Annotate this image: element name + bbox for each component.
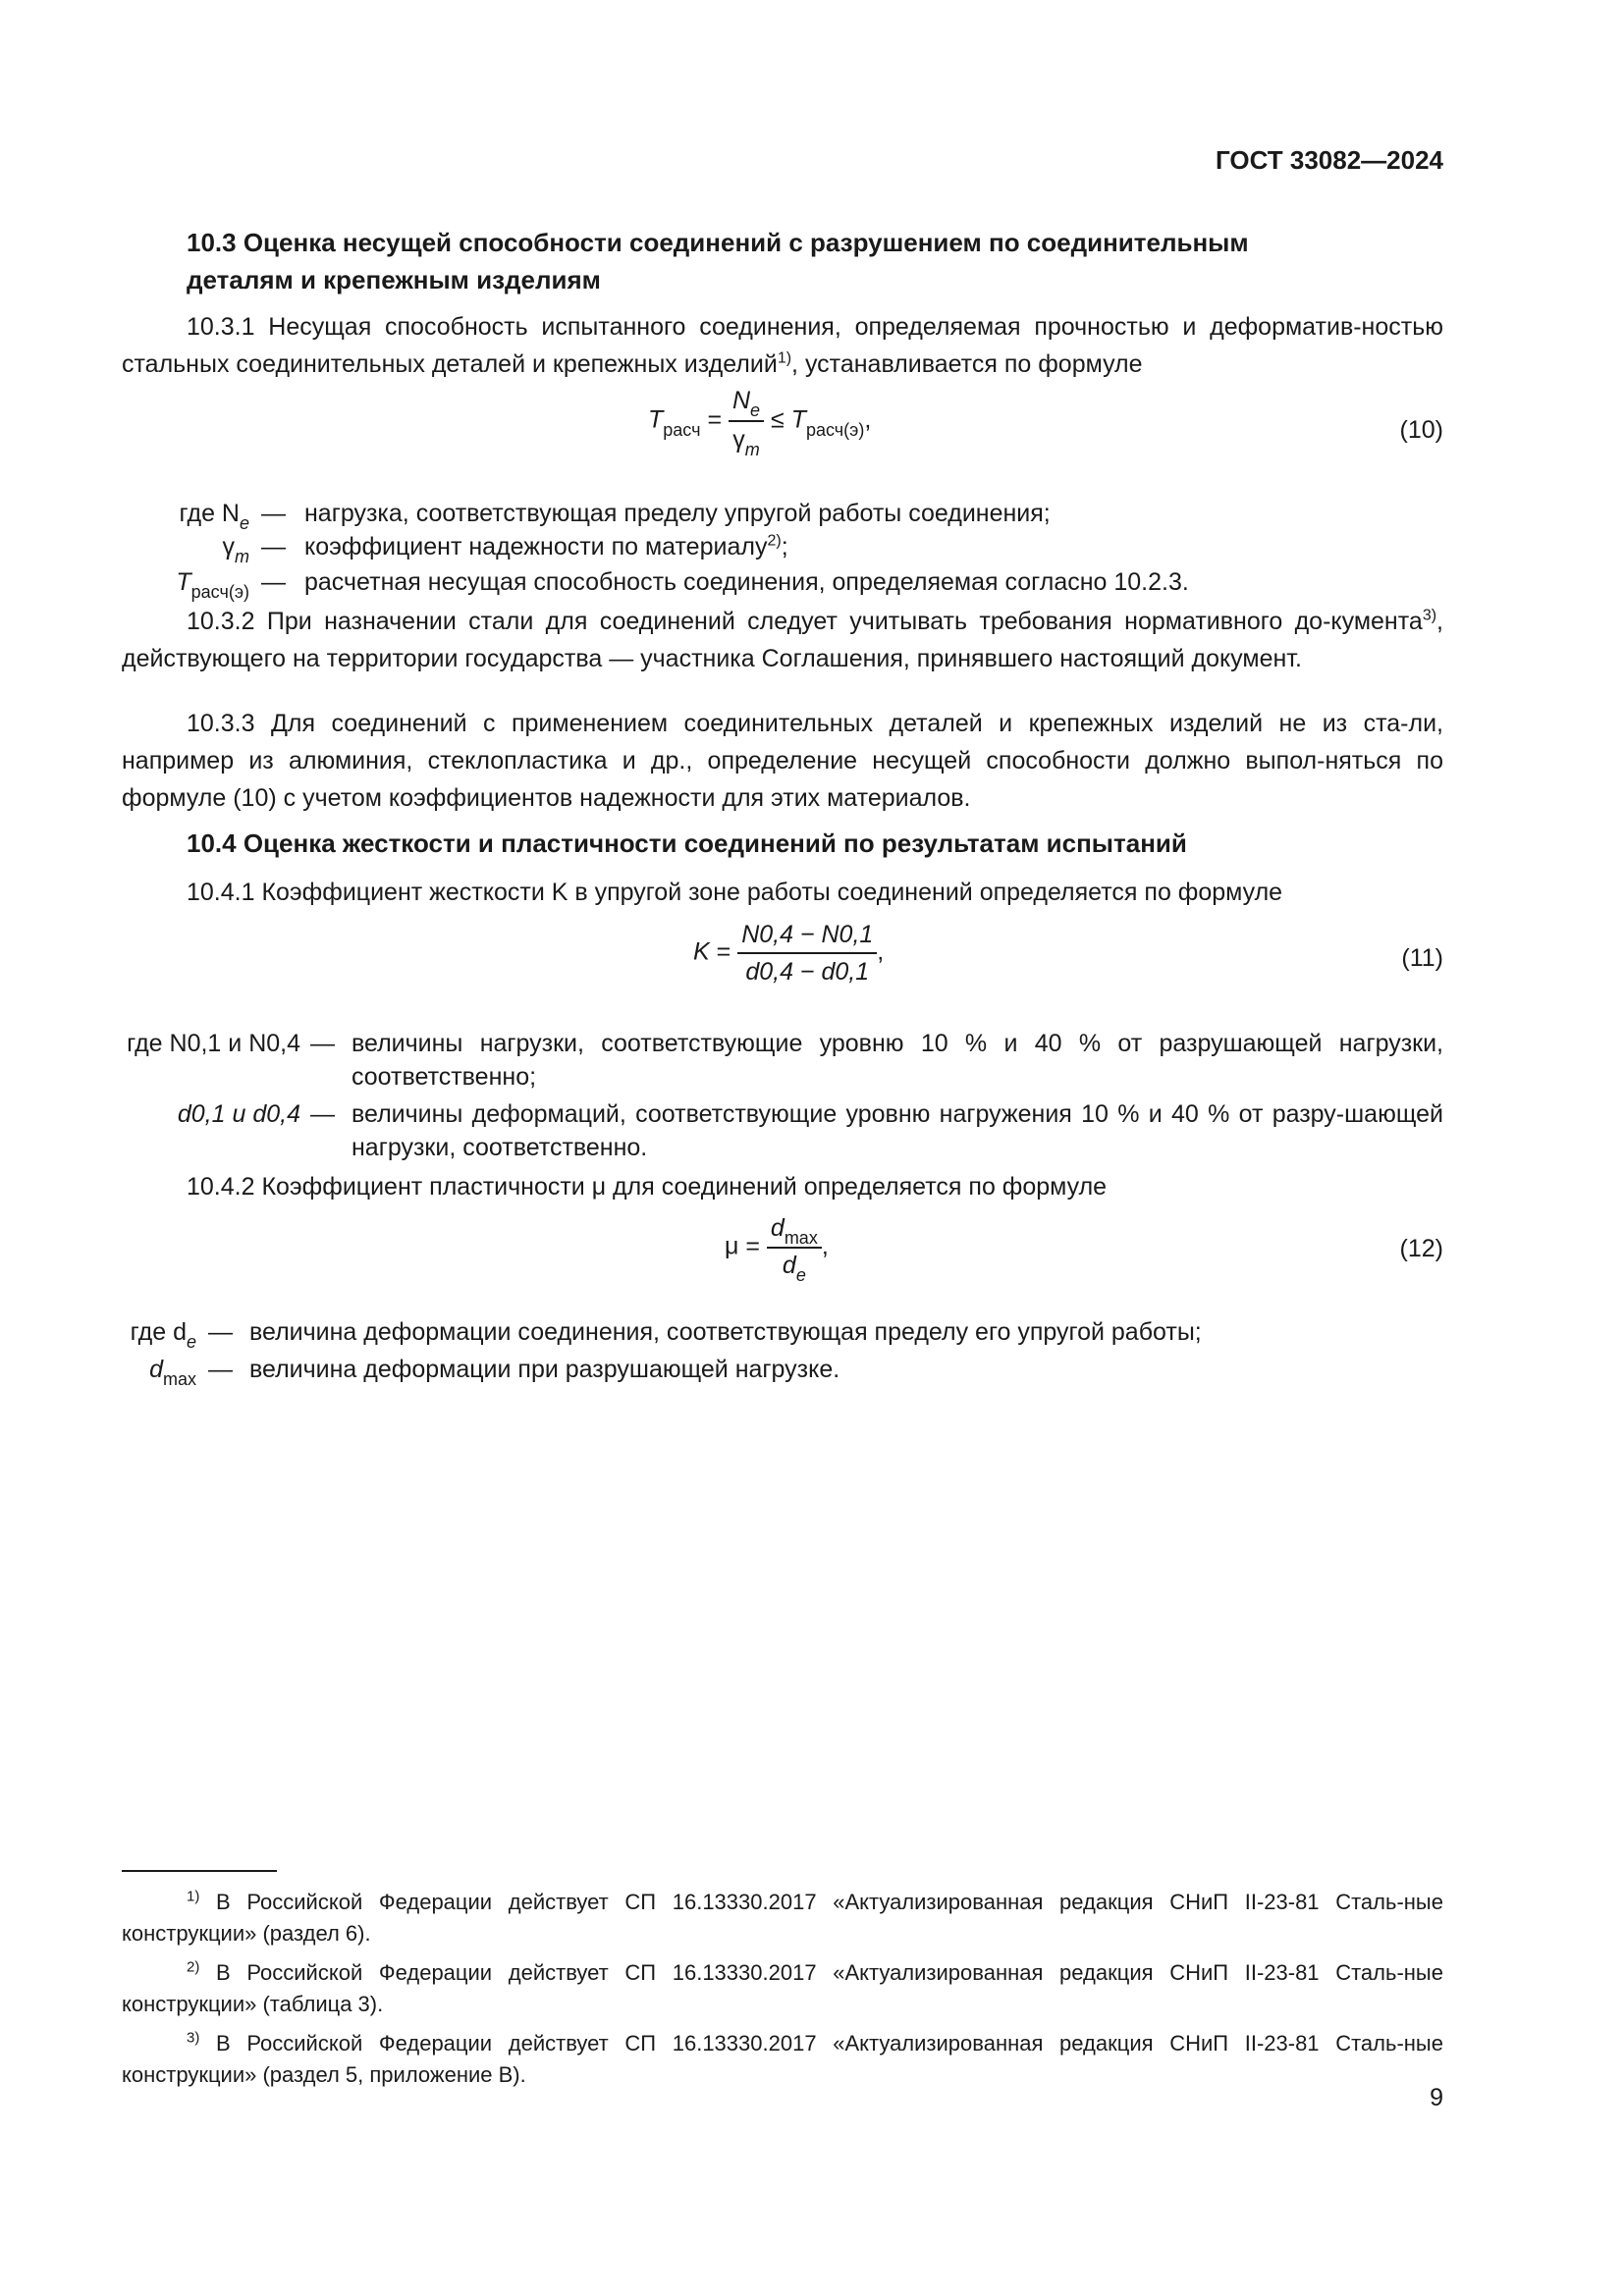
definition-text: величина деформации соединения, соответствующая пределу его упругой работы; — [249, 1318, 1202, 1346]
footnote-3: $^{3)}$ В Российской Федерации действует СП 16.13330.2017 «Актуализированная редакция СНиП II-23-81 Сталь-ные конструкции» (раздел 5, приложение В). — [122, 2029, 1443, 2087]
definition-term: $\gamma_m$ — [222, 533, 249, 566]
formula-10: $T_{расч}$ = $\frac{N_e}{\gamma_m}$ ≤ $T_{расч(э)}$, — [648, 387, 872, 459]
paragraph-text: 10.3.1 Несущая способность испытанного соединения, определяемая прочностью и деформатив-ностью стальных соединительных деталей и крепежных изделий — [122, 313, 1443, 378]
formula-fraction — [737, 919, 877, 988]
formula-fraction — [729, 385, 764, 457]
formula-symbol: T — [790, 405, 806, 434]
footnote-ref: 1) — [777, 349, 792, 367]
footnote-2: $^{2)}$ В Российской Федерации действует СП 16.13330.2017 «Актуализированная редакция СНиП II-23-81 Сталь-ные конструкции» (таблица 3). — [122, 1958, 1443, 2016]
definition-term: где $d_e$ — [130, 1318, 196, 1352]
formula-subscript: m — [744, 440, 760, 459]
formula-number: (11) — [1401, 944, 1443, 972]
formula-number: (10) — [1399, 416, 1443, 444]
definition-text: коэффициент надежности по материалу$^{2)}$; — [304, 532, 788, 561]
footnote-separator — [122, 1870, 277, 1872]
formula-symbol: N — [731, 387, 751, 414]
formula-symbol: γ — [732, 426, 745, 454]
footnote-1: $^{1)}$ В Российской Федерации действует СП 16.13330.2017 «Актуализированная редакция СНиП II-23-81 Сталь-ные конструкции» (раздел 6). — [122, 1888, 1443, 1946]
definition-term: где $N_e$ — [179, 500, 249, 533]
formula-11: K = $\frac{N0,4 - N0,1}{d0,4 - d0,1}$ , — [693, 921, 885, 986]
formula-12: μ = $\frac{d_{max}}{d_e}$ , — [725, 1214, 829, 1285]
page-number: 9 — [1430, 2084, 1443, 2111]
formula-subscript: расч(э) — [805, 419, 865, 440]
formula-denominator: d0,4 − d0,1 — [745, 958, 870, 986]
definition-term: $d_{max}$ — [149, 1356, 196, 1389]
formula-numerator: N0,4 − N0,1 — [737, 919, 877, 954]
paragraph-10-4-2: 10.4.2 Коэффициент пластичности μ для соединений определяется по формуле — [187, 1173, 1108, 1201]
paragraph-10-3-3: 10.3.3 Для соединений с применением соединительных деталей и крепежных изделий не из ста-ли, например из алюминия, стеклопластика и др., определение несущей способности должно выпол-няться по формуле (10) с учетом коэффициентов надежности для этих материалов. — [122, 710, 1443, 812]
definition-term: d0,1 и d0,4 — [177, 1100, 300, 1128]
definition-text: величина деформации при разрушающей нагрузке. — [249, 1356, 840, 1383]
definition-text: нагрузка, соответствующая пределу упругой работы соединения; — [304, 500, 1051, 527]
definition-text: расчетная несущая способность соединения, определяемая согласно 10.2.3. — [304, 568, 1189, 596]
paragraph-10-4-1: 10.4.1 Коэффициент жесткости K в упругой зоне работы соединений определяется по формуле — [187, 879, 1283, 906]
paragraph-10-3-1 — [122, 308, 1443, 383]
formula-symbol: T — [648, 405, 664, 434]
paragraph-text: , устанавливается по формуле — [791, 350, 1143, 378]
formula-operator: ≤ — [771, 405, 785, 434]
section-10-3-title — [187, 224, 1443, 298]
section-title-line-2: деталям и крепежным изделиям — [187, 265, 601, 294]
definition-term: где N0,1 и N0,4 — [127, 1030, 300, 1057]
formula-subscript: e — [750, 400, 761, 420]
formula-number: (12) — [1399, 1235, 1443, 1262]
section-10-4-title: 10.4 Оценка жесткости и пластичности соединений по результатам испытаний — [187, 828, 1187, 858]
paragraph-10-3-2: 10.3.2 При назначении стали для соединений следует учитывать требования нормативного до-кумента$^{3)}$, действующего на территории государства — участника Соглашения, принявшего настоящий документ. — [122, 607, 1443, 672]
formula-symbol: K — [693, 937, 710, 966]
section-title-line-1: 10.3 Оценка несущей способности соединений с разрушением по соединительным — [187, 228, 1249, 257]
formula-subscript: расч — [663, 419, 701, 440]
document-header: ГОСТ 33082—2024 — [1216, 145, 1443, 175]
definition-text: величины деформаций, соответствующие уровню нагружения 10 % и 40 % от разру-шающей нагрузки, соответственно. — [352, 1100, 1443, 1161]
definition-text: величины нагрузки, соответствующие уровню 10 % и 40 % от разрушающей нагрузки, соответственно; — [352, 1030, 1443, 1091]
formula-symbol: μ — [725, 1232, 739, 1260]
formula-fraction: $\frac{d_{max}}{d_e}$ — [767, 1213, 822, 1282]
definition-term: $T_{расч(э)}$ — [176, 568, 249, 602]
